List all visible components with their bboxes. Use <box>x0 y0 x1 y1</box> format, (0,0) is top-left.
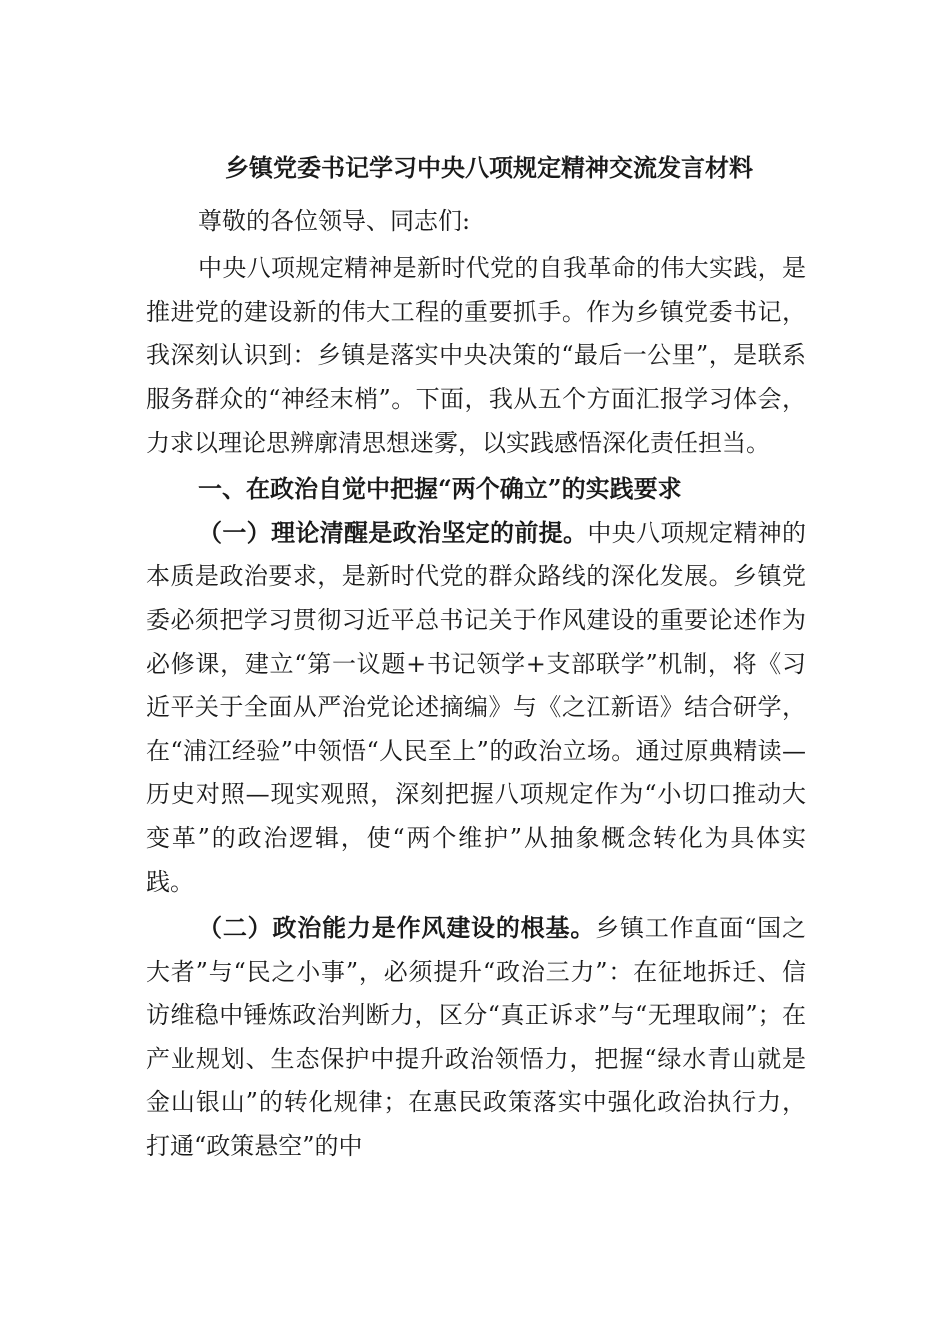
section-heading-1: 一、在政治自觉中把握“两个确立”的实践要求 <box>198 474 682 504</box>
paragraph-1 <box>146 511 806 904</box>
salutation: 尊敬的各位领导、同志们: <box>198 206 471 235</box>
paragraph-1-body: 中央八项规定精神的本质是政治要求，是新时代党的群众路线的深化发展。乡镇党委必须把学习贯彻习近平总书记关于作风建设的重要论述作为必修课，建立“第一议题+书记领学+支部联学”机制，将《习近平关于全面从严治党论述摘编》与《之江新语》结合研学，在“浦江经验”中领悟“人民至上”的政治立场。通过原典精读—历史对照—现实观照，深刻把握八项规定作为“小切口推动大变革”的政治逻辑，使“两个维护”从抽象概念转化为具体实践。 <box>146 518 807 896</box>
intro-paragraph: 中央八项规定精神是新时代党的自我革命的伟大实践，是推进党的建设新的伟大工程的重要抓手。作为乡镇党委书记，我深刻认识到：乡镇是落实中央决策的“最后一公里”，是联系服务群众的“神经末梢”。下面，我从五个方面汇报学习体会，力求以理论思辨廓清思想迷雾，以实践感悟深化责任担当。 <box>146 254 806 457</box>
paragraph-2 <box>146 906 806 1169</box>
document-page <box>146 146 806 1171</box>
document-title: 乡镇党委书记学习中央八项规定精神交流发言材料 <box>225 153 753 182</box>
paragraph-2-body: 乡镇工作直面“国之大者”与“民之小事”，必须提升“政治三力”：在征地拆迁、信访维稳中锤炼政治判断力，区分“真正诉求”与“无理取闹”；在产业规划、生态保护中提升政治领悟力，把握“绿水青山就是金山银山”的转化规律；在惠民政策落实中强化政治执行力，打通“政策悬空”的中 <box>146 914 806 1161</box>
paragraph-1-lead: （一）理论清醒是政治坚定的前提。 <box>198 517 588 547</box>
paragraph-2-lead: （二）政治能力是作风建设的根基。 <box>198 913 596 943</box>
